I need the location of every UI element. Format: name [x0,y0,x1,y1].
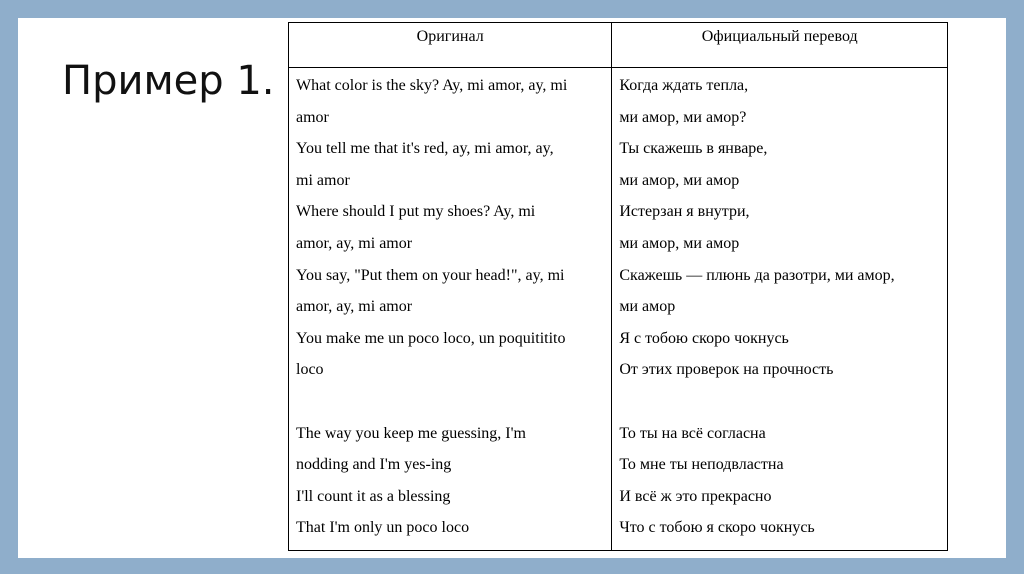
translation-line: Ты скажешь в январе, [619,140,768,158]
translation-line: То ты на всё согласна [619,424,766,442]
translation-line: ми амор, ми амор [619,171,740,189]
original-line: mi amor [296,171,350,189]
table-header-row [289,23,948,68]
original-line: amor [296,108,329,126]
original-line: You say, "Put them on your head!", ay, mi [296,266,565,284]
header-original: Оригинал [289,23,612,68]
translation-line: Истерзан я внутри, [619,203,750,221]
original-line: amor, ay, mi amor [296,298,413,316]
original-line: Where should I put my shoes? Ay, mi [296,203,536,221]
table-row [289,68,948,551]
original-lyrics-cell [289,68,612,551]
original-line: The way you keep me guessing, I'm [296,424,526,442]
translation-line: Когда ждать тепла, [619,77,749,94]
slide [18,18,1006,558]
translation-line: ми амор, ми амор [619,234,740,252]
translation-lyrics-cell [612,68,948,551]
translation-line: То мне ты неподвластна [619,456,784,474]
translation-line: Что с тобою я скоро чокнусь [619,519,815,537]
slide-title: Пример 1. [62,58,275,104]
original-line: loco [296,361,324,379]
lyrics-table [288,22,948,551]
translation-line: ми амор [619,298,676,316]
original-line: amor, ay, mi amor [296,234,413,252]
translation-line: От этих проверок на прочность [619,361,834,379]
header-translation: Официальный перевод [612,23,948,68]
translation-line: ми амор, ми амор? [619,108,747,126]
translation-line-blank [619,386,940,418]
translation-line: Скажешь — плюнь да разотри, ми амор, [619,266,895,284]
original-line: You make me un poco loco, un poquititito [296,329,566,347]
original-line-blank [296,386,604,418]
original-line: nodding and I'm yes-ing [296,456,452,474]
original-line: That I'm only un poco loco [296,519,470,537]
original-line: What color is the sky? Ay, mi amor, ay, mi [296,77,568,94]
original-line: I'll count it as a blessing [296,487,451,505]
translation-line: И всё ж это прекрасно [619,487,772,505]
translation-line: Я с тобою скоро чокнусь [619,329,789,347]
original-line: You tell me that it's red, ay, mi amor, ay, [296,140,554,158]
